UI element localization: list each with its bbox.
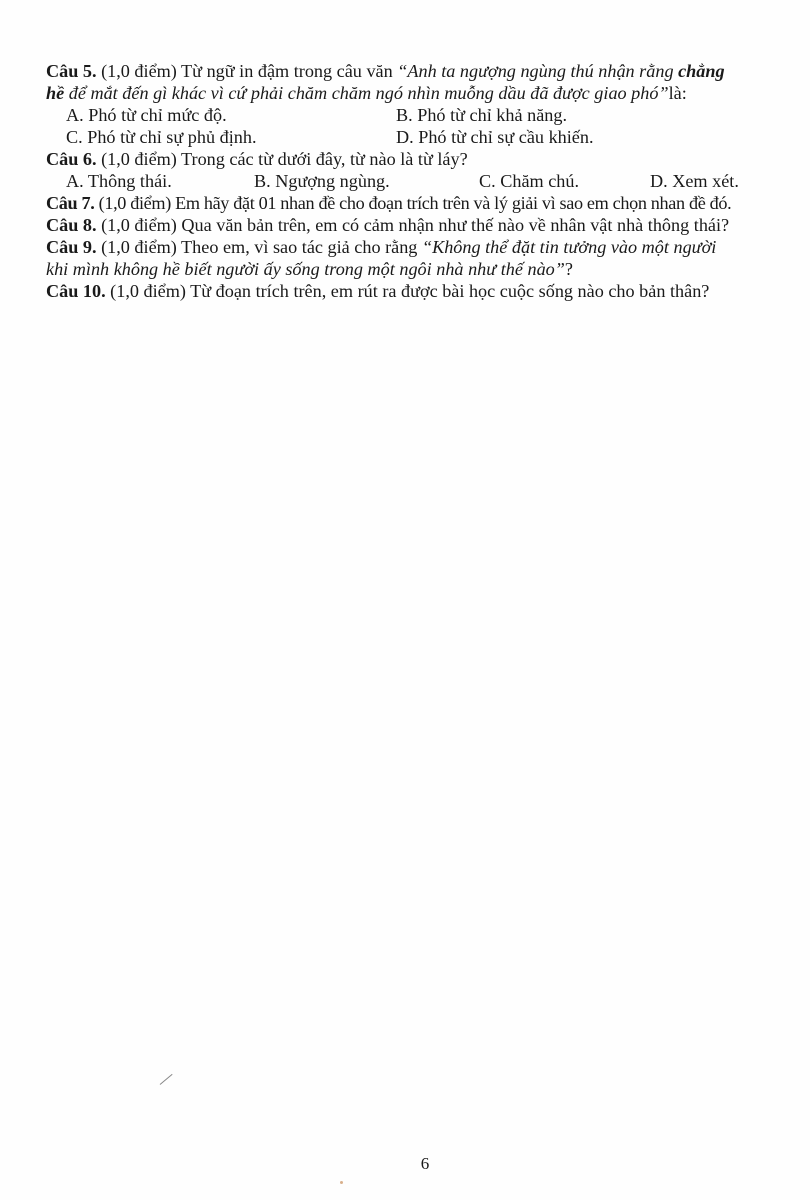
question-6-option-b: B. Ngượng ngùng. (254, 171, 390, 191)
question-8-line (46, 214, 798, 236)
question-10-text: (1,0 điểm) Từ đoạn trích trên, em rút ra được bài học cuộc sống nào cho bản thân? (105, 281, 710, 301)
exam-questions (46, 60, 798, 302)
question-5-option-c: C. Phó từ chỉ sự phủ định. (66, 127, 257, 147)
question-5-tail: là: (668, 83, 687, 103)
question-5-option-b: B. Phó từ chỉ khả năng. (396, 105, 568, 125)
question-6-option-d: D. Xem xét. (650, 171, 739, 191)
question-9-quote-2: khi mình không hề biết người ấy sống trong một ngôi nhà như thế nào” (46, 259, 565, 279)
question-5-bold-word-2: hề (46, 83, 65, 103)
question-9-tail: ? (564, 259, 573, 279)
question-5-label: Câu 5. (46, 61, 97, 81)
question-5-options-row-1 (46, 104, 798, 126)
question-6-option-a: A. Thông thái. (66, 171, 172, 191)
question-6-text: (1,0 điểm) Trong các từ dưới đây, từ nào là từ láy? (96, 149, 468, 169)
question-7-text: (1,0 điểm) Em hãy đặt 01 nhan đề cho đoạn trích trên và lý giải vì sao em chọn nhan đề đó. (94, 193, 732, 213)
question-6-option-c: C. Chăm chú. (479, 171, 580, 191)
scan-artifact-mark (160, 1074, 173, 1085)
question-8-label: Câu 8. (46, 215, 97, 235)
question-7-label: Câu 7. (46, 193, 95, 213)
question-7-line (46, 192, 798, 214)
question-8-text: (1,0 điểm) Qua văn bản trên, em có cảm nhận như thế nào về nhân vật nhà thông thái? (96, 215, 730, 235)
question-9-quote-1: “Không thể đặt tin tưởng vào một người (421, 237, 717, 257)
page-number: 6 (420, 1154, 430, 1173)
question-5-quote-end: để mắt đến gì khác vì cứ phải chăm chăm ngó nhìn muỗng dầu đã được giao phó” (64, 83, 669, 103)
question-5-option-a: A. Phó từ chỉ mức độ. (66, 105, 227, 125)
question-9-line-2 (46, 258, 798, 280)
question-5-option-d: D. Phó từ chỉ sự cầu khiến. (396, 127, 594, 147)
question-6-line (46, 148, 798, 170)
question-5-quote-start: “Anh ta ngượng ngùng thú nhận rằng (397, 61, 679, 81)
question-6-options-row (46, 170, 798, 192)
question-5-options-row-2 (46, 126, 798, 148)
question-9-label: Câu 9. (46, 237, 97, 257)
question-5-line-2 (46, 82, 798, 104)
question-9-line-1 (46, 236, 798, 258)
question-5-line-1 (46, 60, 798, 82)
question-6-label: Câu 6. (46, 149, 97, 169)
question-5-bold-word-1: chẳng (678, 61, 725, 81)
question-10-line (46, 280, 798, 302)
scan-artifact-dot (340, 1181, 343, 1184)
question-10-label: Câu 10. (46, 281, 106, 301)
question-5-points: (1,0 điểm) Từ ngữ in đậm trong câu văn (96, 61, 398, 81)
question-9-text: (1,0 điểm) Theo em, vì sao tác giả cho rằng (96, 237, 422, 257)
